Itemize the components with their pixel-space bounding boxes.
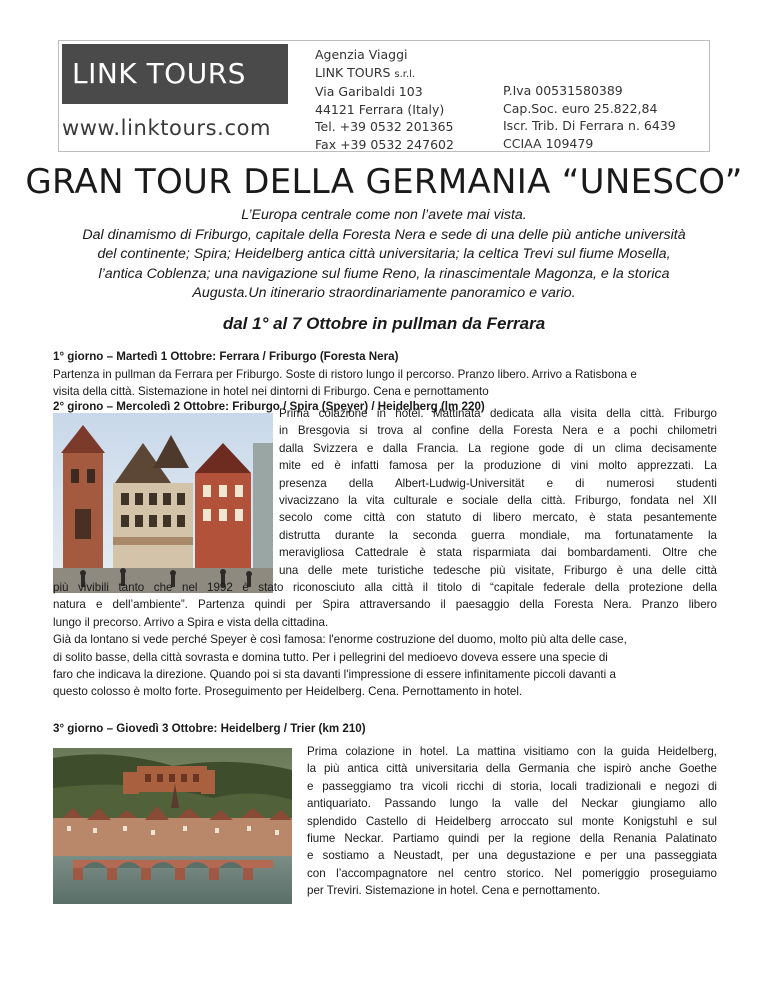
day1-heading: 1° giorno – Martedì 1 Ottobre: Ferrara / Friburgo (Foresta Nera) [53,350,399,363]
day2-line: meravigliosa Cattedrale è stata risparmiata dai bombardamenti. Oltre che [279,546,717,560]
day2-line: di solito basse, della città sovrasta e domina tutto. Per i pellegrini del medioevo doveva essere una specie di [53,650,608,664]
day2-line: questo colosso è molto forte. Proseguimento per Heidelberg. Cena. Pernottamento in hotel. [53,685,523,699]
day2-line: Già da lontano si vede perché Speyer è così famosa: l'enorme costruzione del duomo, molto più alta delle case, [53,633,627,647]
share-capital: Cap.Soc. euro 25.822,84 [503,100,658,116]
day2-line: lungo il precorso. Arrivo a Spira e vista della cittadina. [53,615,329,629]
day2-line: in Bresgovia si trova al confine della Foresta Nera e a pochi chilometri [279,424,717,438]
cciaa-number: CCIAA 109479 [503,135,594,151]
day3-line: e passeggiamo tra vicoli ricchi di storia, locali tradizionali e negozi di [307,779,717,793]
day2-line: mite ed è infatti famosa per la produzione di vini molto apprezzati. La [279,459,717,473]
day3-heading: 3° giorno – Giovedì 3 Ottobre: Heidelberg / Trier (km 210) [53,722,366,735]
day2-line: dalla Svizzera e dalla Francia. La regione gode di un clima decisamente [279,441,717,455]
day2-line: vivacizzano la vita culturale e sociale della città. Friburgo, fondata nel XII [279,494,717,508]
day3-line: con l’accompagnatore nel centro storico. Nel pomeriggio proseguiamo [307,866,717,880]
company-logo: LINK TOURS [62,44,288,104]
day3-line: splendido Castello di Heidelberg arroccato sul monte Konigstuhl e sul [307,814,717,828]
day2-line: più vivibili tanto che nel 1992 è stato riconosciuto alla città il titolo di “capitale federale della protezione della [53,581,717,594]
vat-number: P.Iva 00531580389 [503,83,623,98]
agency-phone: Tel. +39 0532 201365 [315,119,454,135]
freiburg-illustration [53,413,273,593]
day2-line: faro che indicava la direzione. Quando poi si sta davanti l'impressione di essere infinitamente piccoli davanti a [53,668,616,682]
agency-line: Agenzia Viaggi [315,47,408,62]
freiburg-photo [53,413,273,593]
day2-line: secolo come città con statuto di libero mercato, è stata pesantemente [279,511,717,525]
day2-line: Prima colazione in hotel. Mattinata dedicata alla visita della città. Friburgo [279,407,717,420]
company-registration [503,82,676,152]
website-url[interactable]: www.linktours.com [62,116,272,140]
day3-line: e sostiamo a Neustadt, per una degustazione e per una passeggiata [307,849,717,863]
heidelberg-photo [53,748,292,904]
day2-line: presenza della Albert-Ludwig-Universität e di numerosi studenti [279,476,717,490]
agency-line: LINK TOURS s.r.l. [315,64,416,80]
agency-address [315,46,454,154]
day3-line: antiquariato. Passando lungo la valle del Neckar giungiamo allo [307,797,717,811]
day2-line: distrutta durante la seconda guerra mondiale, ma fortunatamente la [279,528,717,542]
day1-text [53,366,717,401]
day3-line: la più antica città universitaria della Germania che ispirò anche Goethe [307,762,717,776]
tour-dates: dal 1° al 7 Ottobre in pullman da Ferrara [222,314,546,333]
day3-side-text [307,743,717,900]
day2-side-text [279,405,717,579]
day1-line: visita della città. Sistemazione in hotel nei dintorni di Friburgo. Cena e pernottamento [53,385,489,399]
day2-full-text [53,579,717,701]
intro-line: Augusta.Un itinerario straordinariamente panoramico e vario. [192,285,576,302]
intro-line: l’antica Coblenza; una navigazione sul fiume Reno, la rinascimentale Magonza, e la storica [98,265,670,282]
agency-line: 44121 Ferrara (Italy) [315,101,445,117]
day3-line: fiume Neckar. Partiamo quindi per la regione della Renania Palatinato [307,832,717,846]
day3-line: Prima colazione in hotel. La mattina visitiamo con la guida Heidelberg, [307,745,717,758]
agency-fax: Fax +39 0532 247602 [315,136,454,152]
day1-line: Partenza in pullman da Ferrara per Friburgo. Soste di ristoro lungo il percorso. Pranzo libero. Arrivo a Ratisbona e [53,368,637,381]
court-registration: Iscr. Trib. Di Ferrara n. 6439 [503,118,676,134]
intro-line: L’Europa centrale come non l’avete mai vista. [241,207,527,223]
day2-line: una delle mete turistiche tedesche più visitate, Friburgo è una delle città [279,563,717,577]
day2-heading: 2° girono – Mercoledì 2 Ottobre: Friburgo / Spira (Speyer) / Heidelberg (lm 220) [53,400,485,413]
intro-line: Dal dinamismo di Friburgo, capitale della Foresta Nera e sede di una delle più antiche università [82,226,686,243]
day2-line: natura e dell’ambiente”. Partenza quindi per Spira attraversando il paesaggio della Foresta Nera. Pranzo libero [53,598,717,612]
intro-line: del continente; Spira; Heidelberg antica città universitaria; la celtica Trevi sul fiume Mosella, [97,246,671,263]
agency-line: Via Garibaldi 103 [315,84,423,100]
heidelberg-illustration [53,748,292,904]
document-title: GRAN TOUR DELLA GERMANIA “UNESCO” [25,162,743,202]
intro-paragraph [40,206,728,304]
day3-line: per Treviri. Sistemazione in hotel. Cena e pernottamento. [307,884,601,898]
